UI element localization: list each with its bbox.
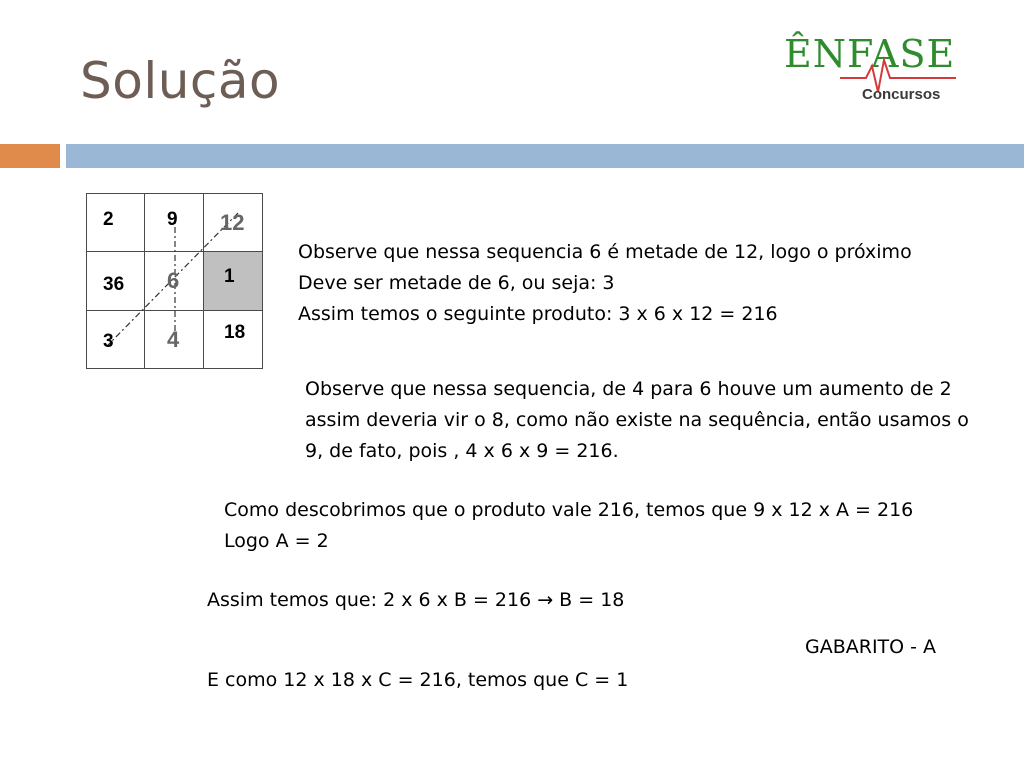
accent-bar-orange xyxy=(0,144,60,168)
grid-value: 18 xyxy=(224,322,246,343)
enfase-logo xyxy=(780,30,970,110)
text-line: Como descobrimos que o produto vale 216, temos que 9 x 12 x A = 216 xyxy=(224,499,914,521)
logo-subtitle: Concursos xyxy=(862,86,941,103)
grid-value: 9 xyxy=(167,209,178,230)
grid-value: 36 xyxy=(103,274,125,295)
number-grid xyxy=(86,193,263,369)
grid-value: 2 xyxy=(103,209,114,230)
explanation-block-4: Assim temos que: 2 x 6 x B = 216 → B = 18 xyxy=(207,589,625,611)
text-line: Logo A = 2 xyxy=(224,530,329,552)
text-line: Observe que nessa sequencia, de 4 para 6 houve um aumento de 2 xyxy=(305,378,952,400)
grid-value: 3 xyxy=(103,331,114,352)
grid-value: 1 xyxy=(224,266,235,287)
slide-title: Solução xyxy=(80,52,281,110)
text-line: Observe que nessa sequencia 6 é metade de 12, logo o próximo xyxy=(298,241,912,263)
text-line: Assim temos o seguinte produto: 3 x 6 x 12 = 216 xyxy=(298,303,778,325)
grid-value: 12 xyxy=(220,210,245,235)
text-line: 9, de fato, pois , 4 x 6 x 9 = 216. xyxy=(305,440,619,462)
accent-bar-blue xyxy=(66,144,1024,168)
text-line: assim deveria vir o 8, como não existe na sequência, então usamos o xyxy=(305,409,969,431)
grid-value: 6 xyxy=(167,268,180,293)
text-line: Deve ser metade de 6, ou seja: 3 xyxy=(298,272,615,294)
answer-key: GABARITO - A xyxy=(805,636,937,658)
explanation-block-5: E como 12 x 18 x C = 216, temos que C = 1 xyxy=(207,669,629,691)
explanation-block-2 xyxy=(305,374,969,467)
explanation-block-3 xyxy=(224,495,913,557)
logo-wordmark: ÊNFASE xyxy=(784,32,956,76)
grid-value: 4 xyxy=(167,327,180,352)
explanation-block-1 xyxy=(298,237,912,330)
